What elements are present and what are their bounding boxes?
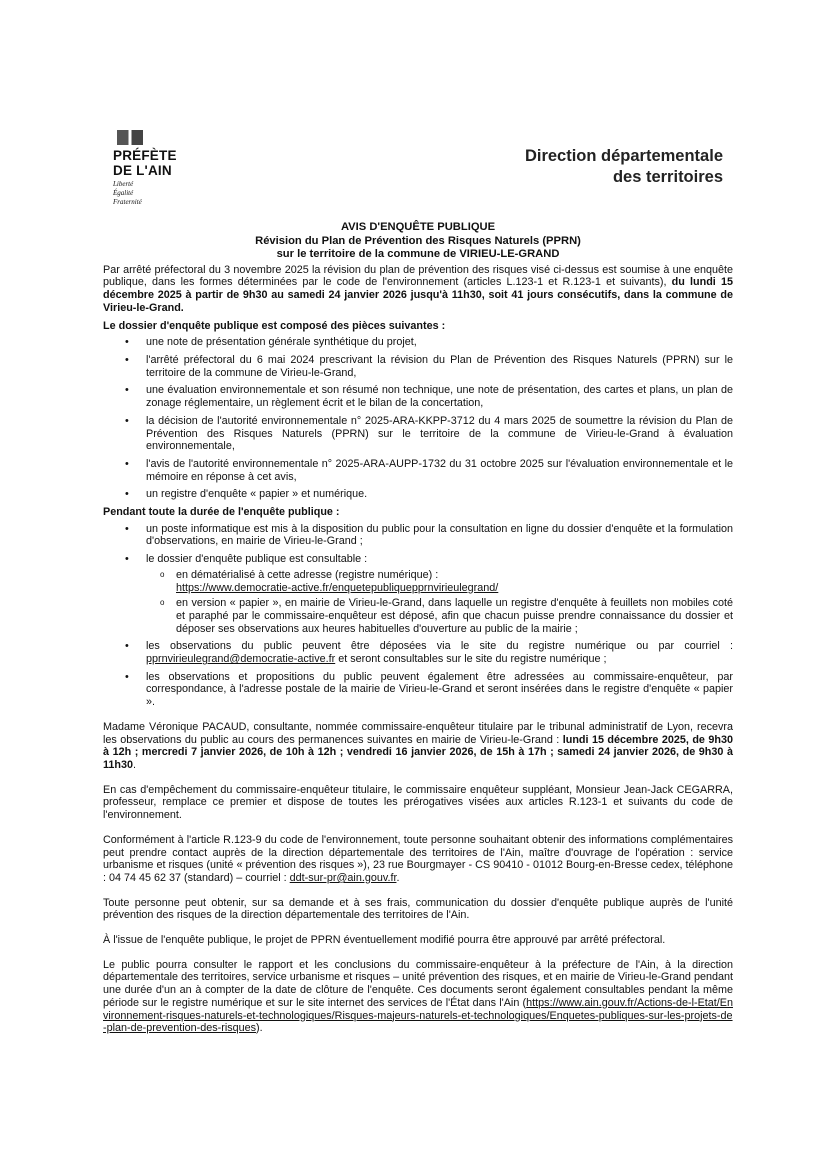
list-item: • les observations et propositions du public peuvent également être adressées au commissaire-enquêteur, par correspondance, à l'adresse postale de la mairie de Virieu-le-Grand et seront insérées dans le registre d'enquête « papier ». — [103, 671, 733, 709]
suppleant-paragraph: En cas d'empêchement du commissaire-enquêteur titulaire, le commissaire enquêteur suppléant, Monsieur Jean-Jack CEGARRA, professeur, remplace ce premier et dispose de toutes les prérogatives visées aux articles R.123-1 et suivants du code de l'environnement. — [103, 783, 733, 822]
contact-paragraph: Conformément à l'article R.123-9 du code de l'environnement, toute personne souhaitant obtenir des informations complémentaires peut prendre contact auprès de la direction départementale des territoires de l'Ain, maître d'ouvrage de l'opération : service urbanisme et risques (unité « prévention des risques »), 23 rue Bourgmayer - CS 90410 - 01012 Bourg-en-Bresse cedex, téléphone : 04 74 45 62 37 (standard) – courriel : ddt-sur-pr@ain.gouv.fr. — [103, 833, 733, 884]
logo-motto: Liberté Égalité Fraternité — [113, 180, 142, 206]
list-item: • les observations du public peuvent être déposées via le site du registre numérique ou par courriel : pprnvirieulegrand@democratie-active.fr et seront consultables sur le site du registre numérique ; — [103, 640, 733, 665]
list-item: • le dossier d'enquête publique est consultable : o en dématérialisé à cette adresse (registre numérique) : https://www.democratie-active.fr/enquetepubliquepprnvirieulegrand/ o en version « papier », en mairie de Virieu-le-Grand, dans laquelle un registre d'enquête à feuillets non mobiles coté et paraphé par le commissaire-enquêteur est déposé, afin que chacun puisse prendre connaissance du dossier et déposer ses observations aux heures habituelles d'ouverture au public de la mairie ; — [103, 553, 733, 635]
list-item: • l'arrêté préfectoral du 6 mai 2024 prescrivant la révision du Plan de Prévention des Risques Naturels (PPRN) sur le territoire de la commune de Virieu-le-Grand, — [103, 354, 733, 379]
report-paragraph: Le public pourra consulter le rapport et les conclusions du commissaire-enquêteur à la préfecture de l'Ain, à la direction départementale des territoires, service urbanisme et risques – unité prévention des risques, et en mairie de Virieu-le-Grand pendant une durée d'un an à compter de la date de clôture de l'enquête. Ces documents seront également consultables pendant la même période sur le registre numérique et sur le site internet des services de l'État dans l'Ain (https://www.ain.gouv.fr/Actions-de-l-Etat/Environnement-risques-naturels-et-technologiques/Risques-majeurs-naturels-et-technologiques/Enquetes-publiques-sur-les-projets-de-plan-de-prevention-des-risques). — [103, 958, 733, 1035]
duration-heading: Pendant toute la durée de l'enquête publique : — [103, 506, 340, 519]
notice-body — [103, 221, 733, 1035]
email-link[interactable]: pprnvirieulegrand@democratie-active.fr — [146, 653, 336, 666]
sublist-item: o en dématérialisé à cette adresse (registre numérique) : https://www.democratie-active.fr/enquetepubliquepprnvirieulegrand/ — [146, 569, 733, 594]
list-item: • une évaluation environnementale et son résumé non technique, une note de présentation, des cartes et plans, un plan de zonage réglementaire, un règlement écrit et le bilan de la concertation, — [103, 384, 733, 409]
ain-gouv-link[interactable]: https://www.ain.gouv.fr/Actions-de-l-Etat/Environnement-risques-naturels-et-technologiques/Risques-majeurs-naturels-et-technologiques/Enquetes-publiques-sur-les-projets-de-plan-de-prevention-des-risques — [103, 996, 733, 1035]
list-item: • la décision de l'autorité environnementale n° 2025-ARA-KKPP-3712 du 4 mars 2025 de soumettre la révision du Plan de Prévention des Risques Naturels (PPRN) sur le territoire de la commune de Virieu-le-Grand à évaluation environnementale, — [103, 415, 733, 453]
list-item: • une note de présentation générale synthétique du projet, — [103, 336, 733, 349]
prefecture-logo — [113, 130, 177, 207]
sublist-item: o en version « papier », en mairie de Virieu-le-Grand, dans laquelle un registre d'enquête à feuillets non mobiles coté et paraphé par le commissaire-enquêteur est déposé, afin que chacun puisse prendre connaissance du dossier et déposer ses observations aux heures habituelles d'ouverture au public de la mairie ; — [146, 597, 733, 635]
intro-paragraph: Par arrêté préfectoral du 3 novembre 2025 la révision du plan de prévention des risques visé ci-dessus est soumise à une enquête publique, dans les formes déterminées par le code de l'environnement (articles L.123-1 et R.123-1 et suivants), du lundi 15 décembre 2025 à partir de 9h30 au samedi 24 janvier 2026 jusqu'à 11h30, soit 41 jours consécutifs, dans la commune de Virieu-le-Grand. — [103, 263, 733, 314]
approval-paragraph: À l'issue de l'enquête publique, le projet de PPRN éventuellement modifié pourra être approuvé par arrêté préfectoral. — [103, 934, 666, 947]
registre-numerique-link[interactable]: https://www.democratie-active.fr/enquetepubliquepprnvirieulegrand/ — [176, 581, 499, 594]
logo-title: PRÉFÈTE DE L'AIN — [113, 148, 177, 178]
commissaire-paragraph: Madame Véronique PACAUD, consultante, nommée commissaire-enquêteur titulaire par le tribunal administratif de Lyon, recevra les observations du public au cours des permanences suivantes en mairie de Virieu-le-Grand : lundi 15 décembre 2025, de 9h30 à 12h ; mercredi 7 janvier 2026, de 10h à 12h ; vendredi 16 janvier 2026, de 15h à 17h ; samedi 24 janvier 2026, de 9h30 à 11h30. — [103, 720, 733, 771]
dossier-heading: Le dossier d'enquête publique est composé des pièces suivantes : — [103, 319, 446, 332]
contact-email-link[interactable]: ddt-sur-pr@ain.gouv.fr — [289, 871, 397, 884]
list-item: • l'avis de l'autorité environnementale n° 2025-ARA-AUPP-1732 du 31 octobre 2025 sur l'évaluation environnementale et le mémoire en réponse à cet avis, — [103, 458, 733, 483]
consultation-sublist — [146, 569, 733, 636]
department-header: Direction départementale des territoires — [524, 147, 723, 186]
dossier-list — [103, 336, 733, 501]
communication-paragraph: Toute personne peut obtenir, sur sa demande et à ses frais, communication du dossier d'enquête publique auprès de l'unité prévention des risques de la direction départementale des territoires de l'Ain. — [103, 896, 733, 922]
list-item: • un registre d'enquête « papier » et numérique. — [103, 488, 733, 501]
list-item: • un poste informatique est mis à la disposition du public pour la consultation en ligne du dossier d'enquête et la formulation d'observations, en mairie de Virieu-le-Grand ; — [103, 523, 733, 548]
marianne-flag-icon — [117, 130, 143, 145]
notice-title: AVIS D'ENQUÊTE PUBLIQUE Révision du Plan de Prévention des Risques Naturels (PPRN) sur le territoire de la commune de VIRIEU-LE-GRAND — [255, 221, 581, 261]
duration-list — [103, 523, 733, 709]
